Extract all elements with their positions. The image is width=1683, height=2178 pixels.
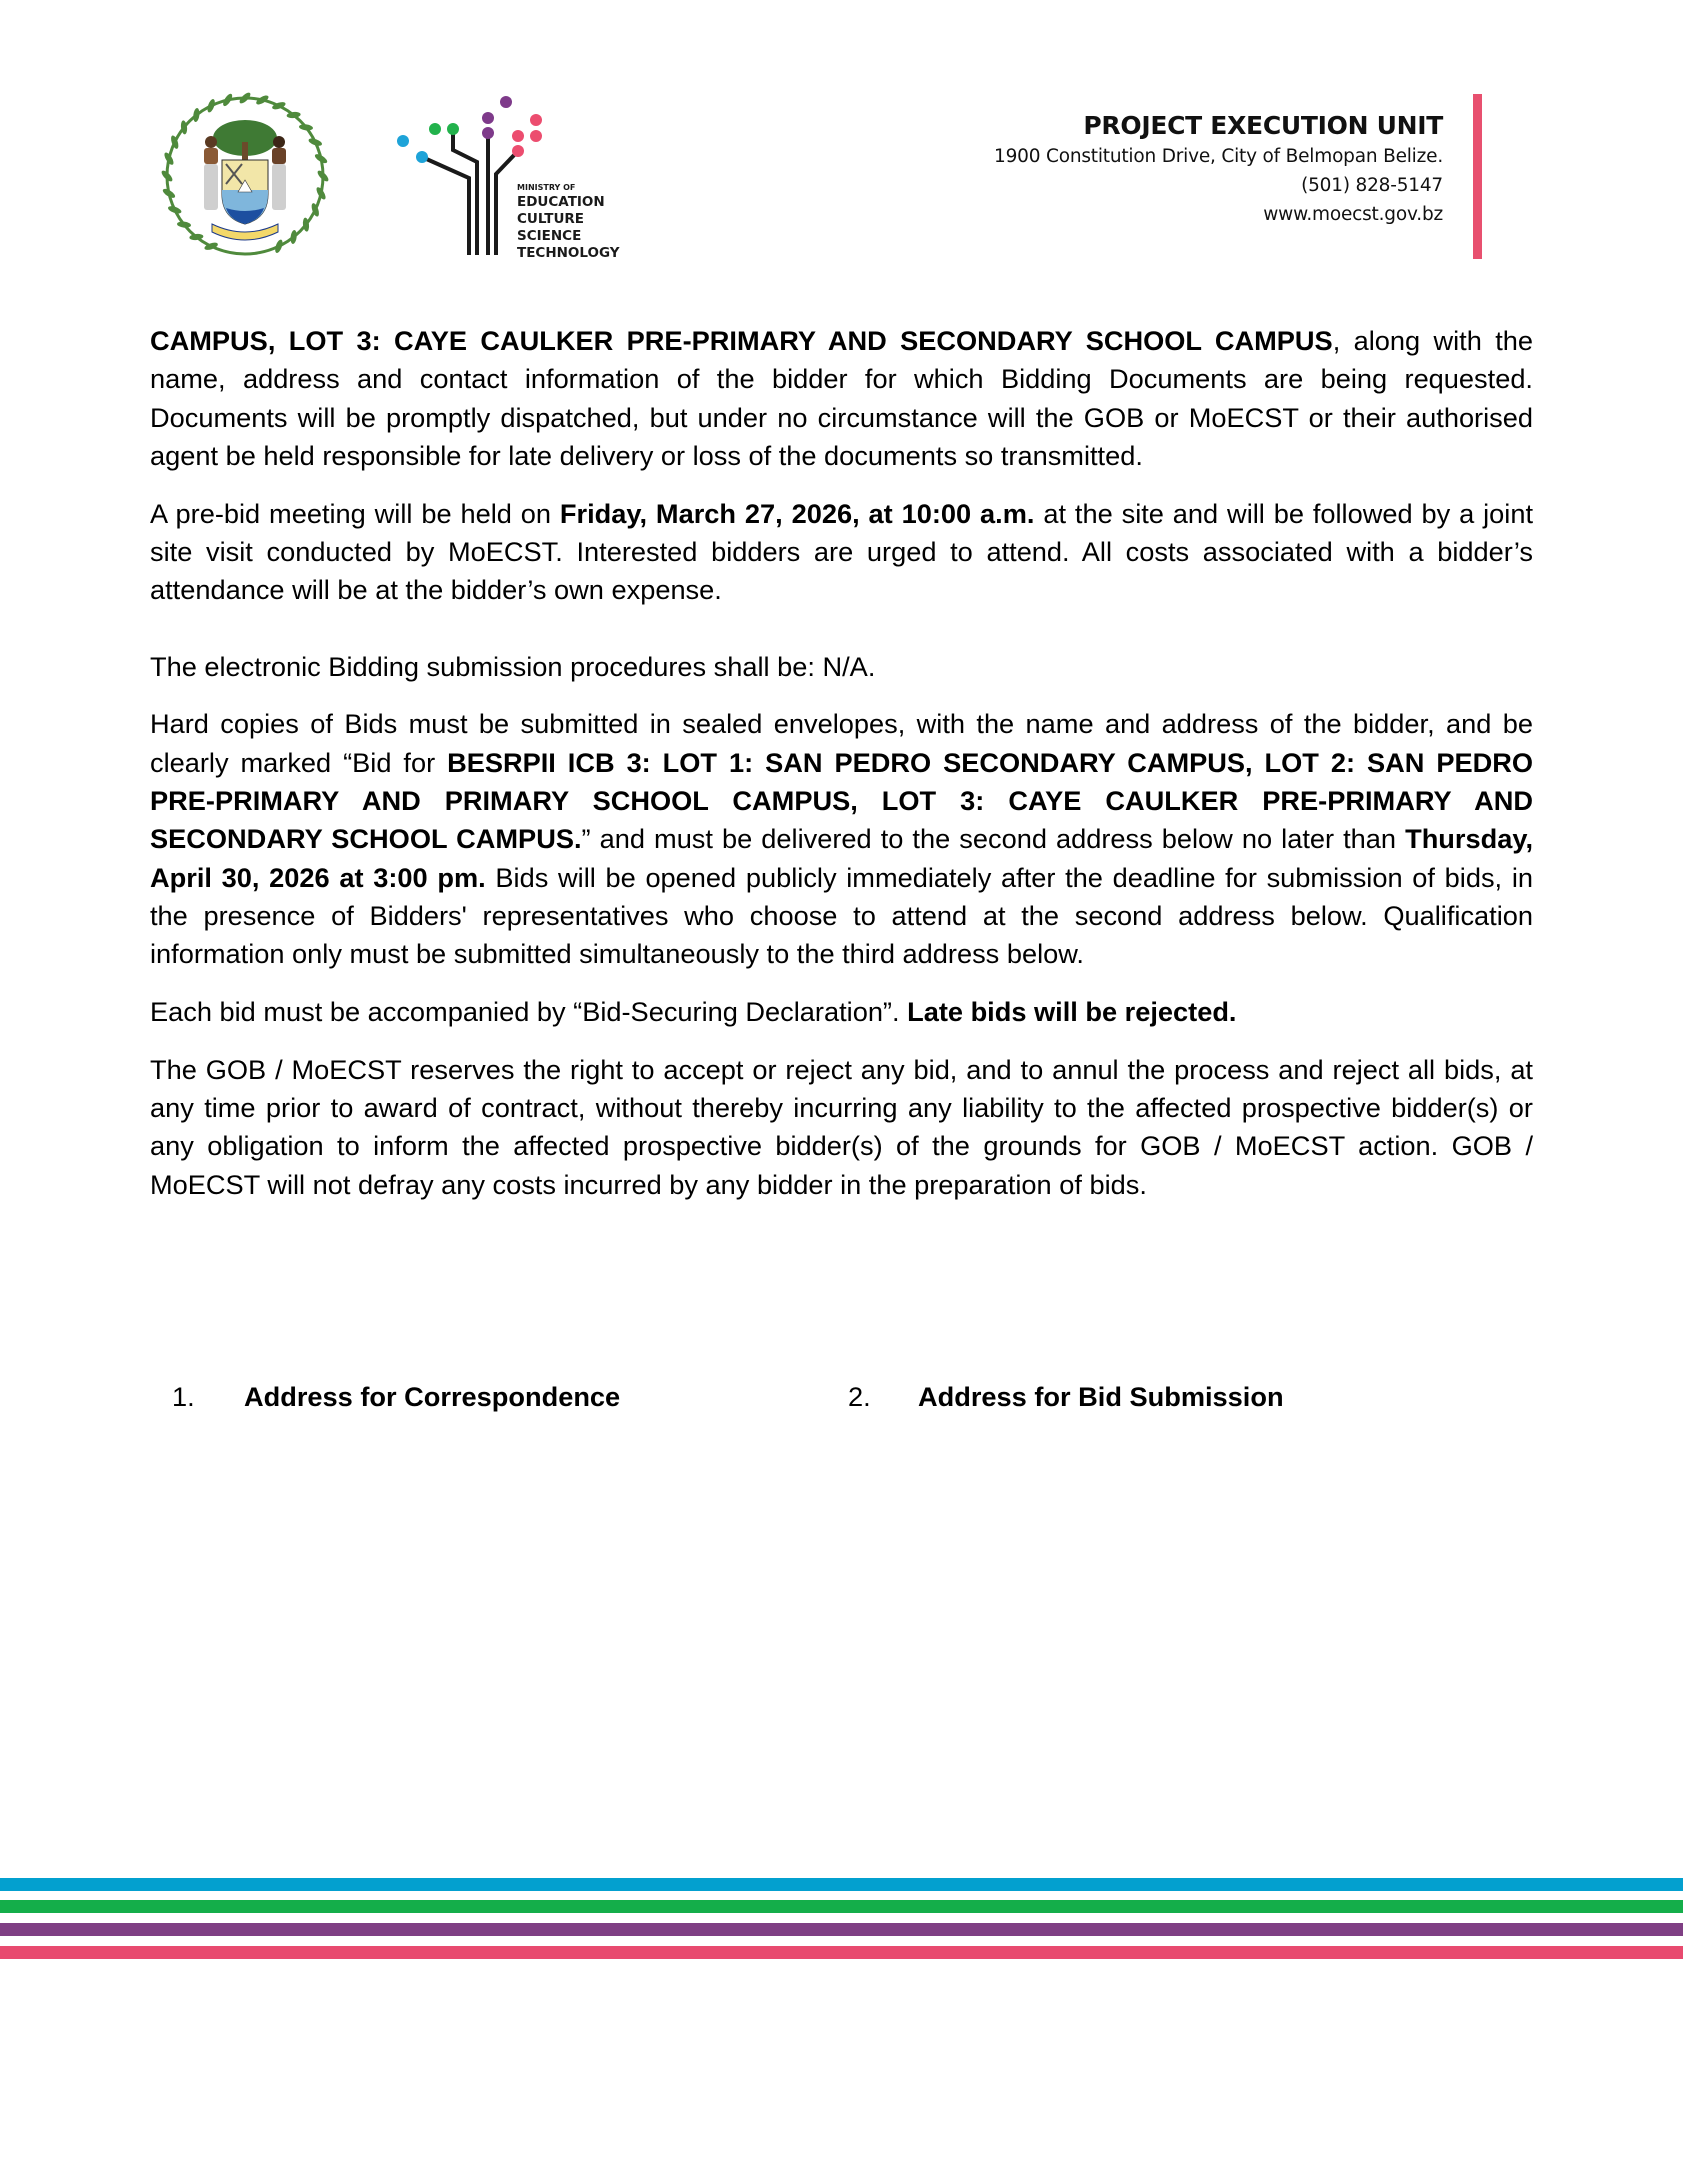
paragraph-text: A pre-bid meeting will be held on — [150, 497, 560, 529]
technology-text: TECHNOLOGY — [517, 245, 620, 261]
paragraph-pre-bid-meeting — [150, 495, 1533, 610]
document-body — [150, 322, 1533, 1223]
lot-3-heading: CAMPUS, LOT 3: CAYE CAULKER PRE-PRIMARY AND SECONDARY SCHOOL CAMPUS — [150, 325, 1333, 356]
paragraph-hard-copies — [150, 705, 1533, 973]
address-list — [150, 1378, 1533, 1418]
dot-purple-1 — [500, 96, 512, 108]
unit-title: PROJECT EXECUTION UNIT — [1083, 111, 1443, 140]
paragraph-text: The GOB / MoECST reserves the right to accept or reject any bid, and to annul the process and reject all bids, at any time prior to award of contract, without thereby incurring any liability to the affected prospective bidder(s) or any obligation to inform the affected prospective bidder(s) of the grounds for GOB / MoECST action. GOB / MoECST will not defray any costs incurred by any bidder in the preparation of bids. — [150, 1053, 1533, 1200]
laurel-leaf — [193, 108, 201, 123]
paragraph-text: The electronic Bidding submission procedures shall be: N/A. — [150, 650, 876, 682]
address-for-bid-submission-heading: Address for Bid Submission — [918, 1381, 1284, 1412]
unit-address: 1900 Constitution Drive, City of Belmopan Belize. — [994, 146, 1443, 167]
colored-dots — [397, 96, 542, 163]
paragraph-request-documents — [150, 322, 1533, 475]
shield-icon — [222, 160, 268, 224]
paragraph-text: , along with the name, address and contact information of the bidder for which Bidding Documents are being requested. Documents will be promptly dispatched, but under no circumstance will the GOB or MoECST or their authorised agent be held responsible for late delivery or loss of the documents so transmitted. — [150, 325, 1533, 471]
dot-blue-1 — [397, 135, 409, 147]
dot-pink-1 — [530, 114, 542, 126]
address-for-correspondence-heading: Address for Correspondence — [244, 1381, 621, 1412]
stripe-blue — [0, 1878, 1683, 1891]
project-execution-unit-block — [994, 110, 1443, 229]
late-bids-warning: Late bids will be rejected. — [907, 995, 1237, 1027]
dot-purple-3 — [482, 127, 494, 139]
science-text: SCIENCE — [517, 228, 582, 244]
address-2-number: 2. — [848, 1381, 871, 1412]
footer-stripes — [0, 1878, 1683, 1960]
stripe-purple — [0, 1923, 1683, 1936]
paragraph-bid-securing — [150, 993, 1533, 1031]
stripe-pink — [0, 1946, 1683, 1959]
bid-marking: BESRPII ICB 3: LOT 1: SAN PEDRO SECONDARY CAMPUS, LOT 2: SAN PEDRO PRE-PRIMARY AND PRIMARY SCHOOL CAMPUS, LOT 3: CAYE CAULKER PRE-PRIMARY AND SECONDARY SCHOOL CAMPUS. — [150, 746, 1533, 855]
paragraph-reservation-of-rights — [150, 1051, 1533, 1204]
culture-text: CULTURE — [517, 211, 585, 227]
paragraph-electronic-submission — [150, 648, 1533, 686]
dot-purple-2 — [482, 112, 494, 124]
unit-phone: (501) 828-5147 — [1301, 175, 1443, 196]
paragraph-text: ” and must be delivered to the second address below no later than — [581, 823, 1406, 855]
stripe-green — [0, 1900, 1683, 1913]
address-1-number: 1. — [172, 1381, 195, 1412]
dot-pink-4 — [512, 145, 524, 157]
submission-deadline: Thursday, April 30, 2026 at 3:00 pm. — [150, 823, 1533, 893]
motto-scroll — [212, 224, 278, 240]
dot-pink-2 — [530, 130, 542, 142]
letterhead — [0, 0, 1683, 280]
dot-green-2 — [447, 123, 459, 135]
accent-bar — [1473, 94, 1482, 259]
laurel-leaf — [177, 221, 192, 229]
ministry-of-text: MINISTRY OF — [517, 183, 576, 192]
laurel-leaf — [290, 230, 298, 245]
unit-website: www.moecst.gov.bz — [1263, 204, 1443, 225]
education-text: EDUCATION — [517, 194, 605, 210]
circuit-tree-icon — [422, 129, 518, 255]
ministry-of-education-logo — [395, 92, 655, 262]
belize-coat-of-arms-logo — [160, 90, 330, 262]
dot-pink-3 — [512, 130, 524, 142]
paragraph-text: Hard copies of Bids must be submitted in sealed envelopes, with the name and address of the bidder, and be clearly marked “Bid for — [150, 708, 1533, 778]
dot-blue-2 — [416, 151, 428, 163]
paragraph-text: Each bid must be accompanied by “Bid-Securing Declaration”. — [150, 995, 908, 1027]
paragraph-text: Bids will be opened publicly immediately after the deadline for submission of bids, in the presence of Bidders' representatives who choose to attend at the second address below. Qualification information only must be submitted simultaneously to the third address below. — [150, 861, 1533, 970]
paragraph-text: at the site and will be followed by a joint site visit conducted by MoECST. Interested bidders are urged to attend. All costs associated with a bidder’s attendance will be at the bidder’s own expense. — [150, 497, 1533, 606]
dot-green-1 — [429, 123, 441, 135]
pre-bid-date: Friday, March 27, 2026, at 10:00 a.m. — [559, 497, 1035, 529]
laurel-leaf — [299, 124, 314, 132]
